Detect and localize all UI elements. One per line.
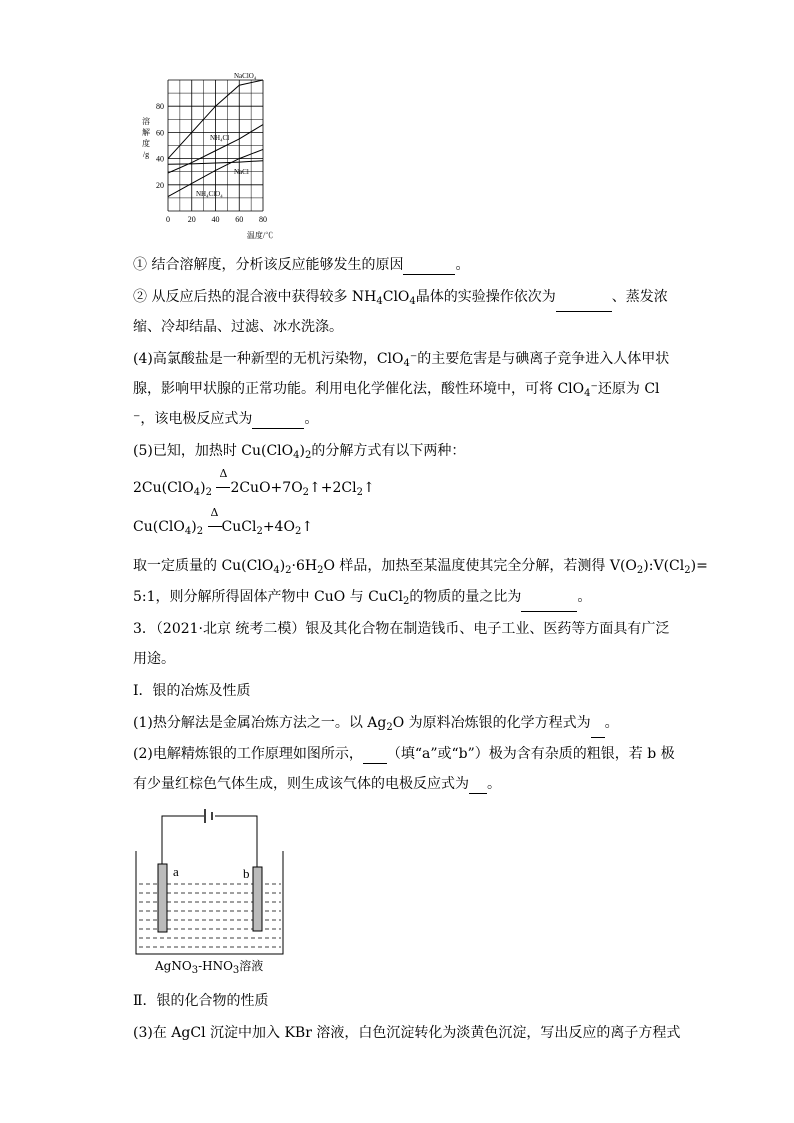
x-tick-label: 80 <box>259 215 267 224</box>
section-1-question-2-line-2: 有少量红棕色气体生成，则生成该气体的电极反应式为 。 <box>133 776 501 792</box>
x-tick-label: 0 <box>166 215 170 224</box>
y-axis-label: 解 <box>142 128 150 137</box>
section-2-title: Ⅱ．银的化合物的性质 <box>133 993 269 1009</box>
section-1-question-1: (1)热分解法是金属冶炼方法之一。以 $Ag_2O$ 为原料冶炼银的化学方程式为 。 <box>133 713 619 738</box>
y-axis-label: 度 <box>142 139 150 148</box>
x-tick-label: 40 <box>211 215 220 224</box>
equation-1: $2Cu(ClO_4)_2$ Δ $2CuO+7O_2↑+2Cl_2↑$ <box>133 467 375 498</box>
section-1-title: Ⅰ．银的冶炼及性质 <box>133 683 251 699</box>
series-label: NH₄Cl <box>210 134 230 142</box>
x-tick-label: 20 <box>187 215 196 224</box>
y-tick-label: 20 <box>156 180 164 190</box>
y-tick-label: 60 <box>156 128 164 138</box>
section-2-question-3: (3)在 AgCl 沉淀中加入 KBr 溶液，白色沉淀转化为淡黄色沉淀，写出反应的离子方程式 <box>133 1025 681 1041</box>
question-4-line-2: 腺，影响甲状腺的正常功能。利用电化学催化法，酸性环境中，可将 ClO$_4$⁻还原为 Cl <box>133 381 660 399</box>
electrode-a-label: a <box>173 864 179 879</box>
question-4-line-1: (4)高氯酸盐是一种新型的无机污染物，ClO$_4$⁻的主要危害是与碘离子竞争进入人体甲状 <box>133 351 670 369</box>
equation-2: $Cu(ClO_4)_2$ Δ $CuCl_2+4O_2↑$ <box>133 506 314 537</box>
question-4-line-3: ⁻，该电极反应式为 。 <box>133 411 319 427</box>
electrode-b-label: b <box>243 866 250 881</box>
x-axis-label: 温度/℃ <box>246 231 274 240</box>
y-tick-label: 80 <box>156 102 164 112</box>
question-5-line-1: 取一定质量的 $Cu(ClO_4)_2\cdot 6H_2O$ 样品，加热至某温度使其完全分解，若测得 $V(O_2):V(Cl_2)=$ <box>133 558 708 576</box>
series-label: NaCl <box>234 168 249 176</box>
y-axis-label: /g <box>142 150 150 159</box>
cell-caption: $AgNO_3-HNO_3$溶液 <box>155 959 264 976</box>
question-2-line-1: ② 从反应后热的混合液中获得较多 $NH_4ClO_4$晶体的实验操作依次为 、蒸发浓 <box>133 287 668 312</box>
question-1: ① 结合溶解度，分析该反应能够发生的原因 。 <box>133 257 470 273</box>
x-tick-label: 60 <box>235 215 244 224</box>
problem-3-line-1: 3．（2021·北京 统考二模）银及其化合物在制造钱币、电子工业、医药等方面具有广泛 <box>133 621 670 637</box>
question-5-intro: (5)已知，加热时 $Cu(ClO_4)_2$的分解方式有以下两种： <box>133 443 466 461</box>
series-label: NaClO₄ <box>234 72 257 80</box>
series-label: NH₄ClO₄ <box>196 190 223 198</box>
problem-3-line-2: 用途。 <box>133 651 175 667</box>
section-1-question-2-line-1: (2)电解精炼银的工作原理如图所示， （填“a”或“b”）极为含有杂质的粗银，若 b 极 <box>133 746 675 762</box>
electrolysis-cell-diagram <box>133 806 285 978</box>
solubility-chart <box>138 66 278 246</box>
y-axis-label: 溶 <box>142 117 150 126</box>
question-5-line-2: 5:1，则分解所得固体产物中 CuO 与 CuCl$_2$的物质的量之比为 。 <box>133 587 591 612</box>
question-2-line-2: 缩、冷却结晶、过滤、冰水洗涤。 <box>133 319 343 335</box>
electrode-b <box>253 867 262 931</box>
y-tick-label: 40 <box>156 154 164 164</box>
electrode-a <box>158 864 167 932</box>
